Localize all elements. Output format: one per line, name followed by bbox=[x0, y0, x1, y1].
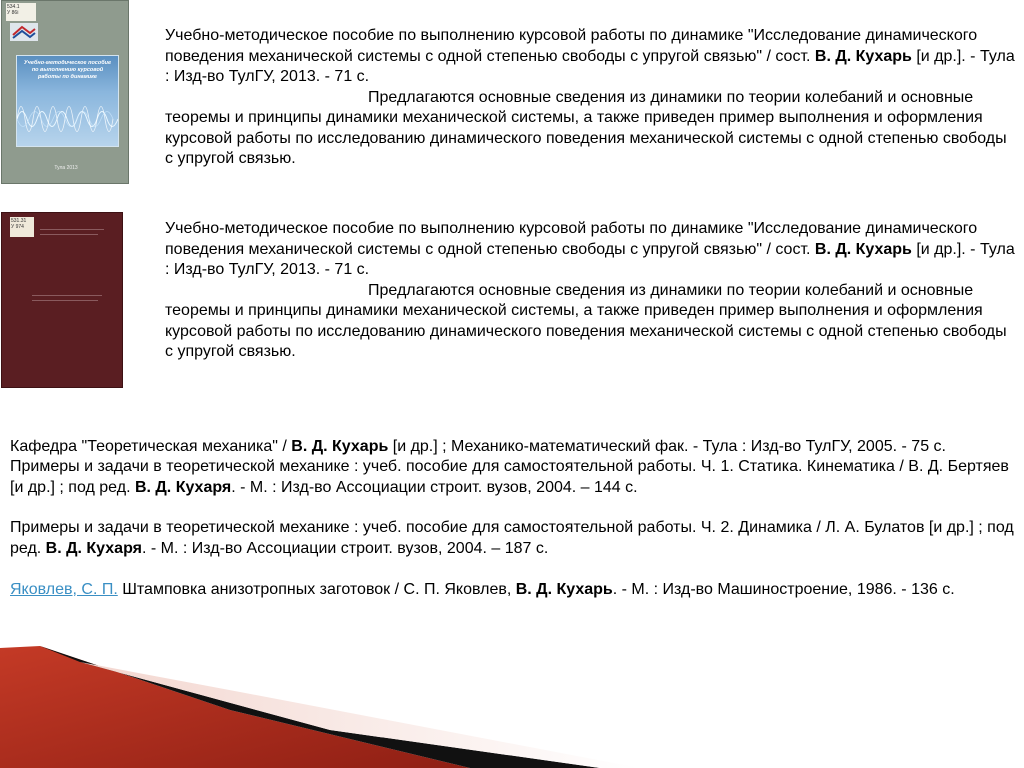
entry-annotation: Предлагаются основные сведения из динамики по теории колебаний и основные теоремы и принципы динамики механической системы, а также приведен пример выполнения и оформления курсовой работы по исследованию динамического поведения механической системы с одной степенью свободы с упругой связью. bbox=[165, 88, 1007, 167]
author-name: В. Д. Кухарь bbox=[515, 581, 613, 598]
decorative-ribbon bbox=[0, 640, 1024, 768]
author-name: В. Д. Кухарь bbox=[291, 438, 389, 455]
reference-kafedra bbox=[10, 437, 1015, 458]
book-cover-image bbox=[1, 0, 129, 184]
ref-text: Примеры и задачи в теоретической механике : учеб. пособие для самостоятельной работы. Ч. 2. Динамика / Л. А. Булатов [и др.] ; под ред. bbox=[10, 519, 1014, 557]
reference-dynamics bbox=[10, 518, 1015, 559]
ref-text: . - М. : Изд-во Машиностроение, 1986. - 136 с. bbox=[612, 581, 955, 598]
book-entry-2 bbox=[165, 219, 1015, 363]
cover-title-line bbox=[32, 300, 98, 301]
library-sticker: 534.1 У 86Ⅰ bbox=[6, 3, 36, 21]
ref-text: Штамповка анизотропных заготовок / С. П. Яковлев, bbox=[117, 581, 516, 598]
library-sticker: 531.31 У 974 bbox=[10, 217, 34, 237]
ref-text: Кафедра "Теоретическая механика" / bbox=[10, 438, 292, 455]
cover-title-line bbox=[32, 295, 102, 296]
cover-title: Учебно-методическое пособие по выполнению курсовой работы по динамике bbox=[23, 60, 112, 80]
author-name: В. Д. Кухаря bbox=[134, 478, 232, 496]
ref-text: Примеры и задачи в теоретической механике : учеб. пособие для самостоятельной работы. Ч. 1. Статика. Кинематика / В. Д. Бертяев [и др.] ; под ред. bbox=[10, 458, 1009, 496]
publisher-logo-icon bbox=[10, 23, 38, 41]
book-cover-image bbox=[1, 212, 123, 388]
cover-title-line bbox=[40, 234, 98, 235]
entry-description: Учебно-методическое пособие по выполнению курсовой работы по динамике "Исследование динамического поведения механической системы с одной степенью свободы с упругой связью" / сост. bbox=[165, 220, 978, 258]
entry-imprint: [и др.]. - Тула : Изд-во ТулГУ, 2013. - 71 с. bbox=[165, 240, 1015, 278]
author-name: В. Д. Кухарь bbox=[814, 240, 912, 258]
entry-imprint: [и др.]. - Тула : Изд-во ТулГУ, 2013. - 71 с. bbox=[165, 47, 1015, 85]
ref-text: . - М. : Изд-во Ассоциации строит. вузов, 2004. – 144 с. bbox=[231, 478, 638, 496]
ref-text: . - М. : Изд-во Ассоциации строит. вузов, 2004. – 187 с. bbox=[141, 539, 549, 557]
ref-text: [и др.] ; Механико-математический фак. - Тула : Изд-во ТулГУ, 2005. - 75 с. bbox=[388, 438, 946, 455]
author-link[interactable]: Яковлев, С. П. bbox=[10, 581, 118, 598]
reference-yakovlev bbox=[10, 580, 1015, 601]
oscillation-wave-graphic bbox=[17, 84, 118, 144]
reference-statics bbox=[10, 457, 1015, 498]
author-name: В. Д. Кухарь bbox=[814, 47, 912, 65]
entry-annotation: Предлагаются основные сведения из динамики по теории колебаний и основные теоремы и принципы динамики механической системы, а также приведен пример выполнения и оформления курсовой работы по исследованию динамического поведения механической системы с одной степенью свободы с упругой связью. bbox=[165, 281, 1007, 360]
cover-title-line bbox=[40, 229, 104, 230]
cover-panel bbox=[16, 55, 119, 147]
author-name: В. Д. Кухаря bbox=[45, 539, 142, 557]
book-entry-1 bbox=[165, 26, 1015, 170]
cover-footer: Тула 2013 bbox=[54, 165, 78, 171]
entry-description: Учебно-методическое пособие по выполнению курсовой работы по динамике "Исследование динамического поведения механической системы с одной степенью свободы с упругой связью" / сост. bbox=[165, 27, 978, 65]
